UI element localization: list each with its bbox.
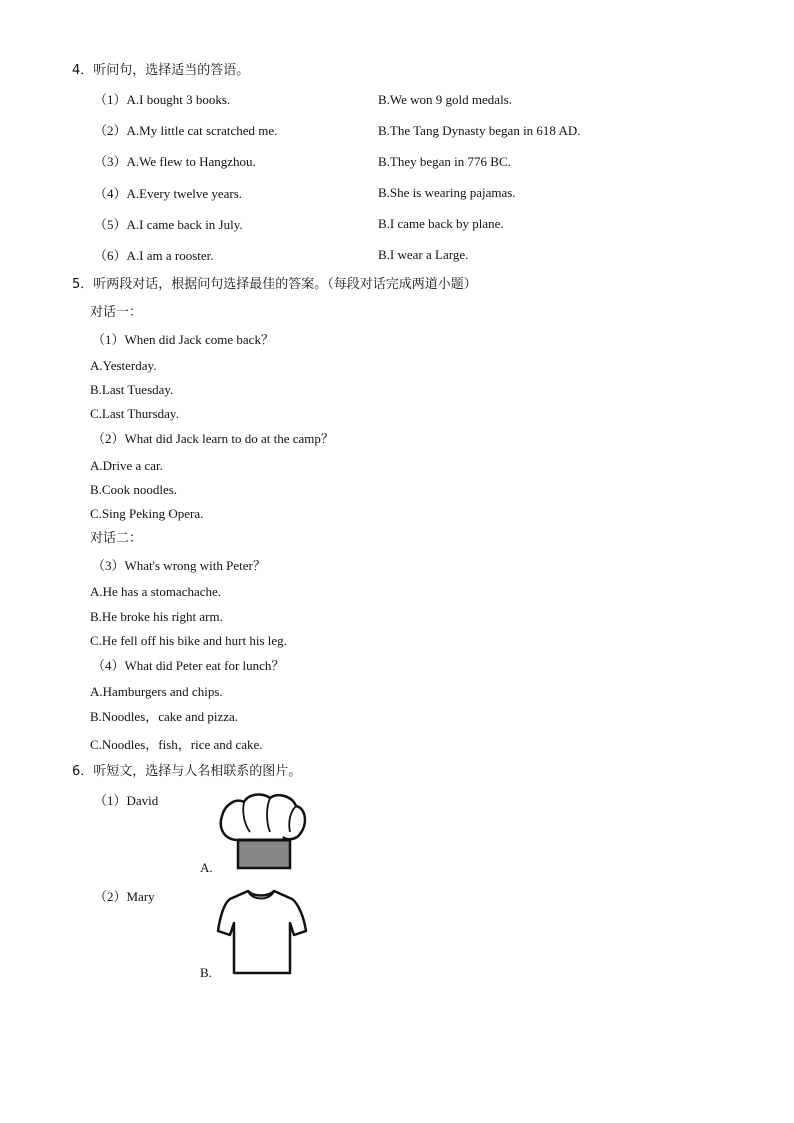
- q5-question-4: （4）What did Peter eat for lunch？: [92, 658, 285, 673]
- q5-q2-option-c[interactable]: C.Sing Peking Opera.: [90, 506, 204, 521]
- q6-option-b-label[interactable]: B.: [200, 965, 212, 980]
- item-number: （3）: [94, 154, 127, 169]
- q5-q1-option-b[interactable]: B.Last Tuesday.: [90, 382, 174, 397]
- q5-title: 5．听两段对话，根据问句选择最佳的答案。（每段对话完成两道小题）: [72, 277, 477, 292]
- item-number: （4）: [94, 186, 127, 201]
- option-a: A.I came back in July.: [126, 217, 243, 232]
- q5-q2-option-b[interactable]: B.Cook noodles.: [90, 482, 178, 497]
- q5-question-3: （3）What's wrong with Peter？: [92, 558, 266, 573]
- dialogue-1-label: 对话一：: [90, 305, 143, 320]
- q4-item-1-a[interactable]: [94, 92, 230, 108]
- q5-question-1: （1）When did Jack come back？: [92, 332, 274, 347]
- q6-item-1-label: （1）David: [94, 793, 159, 808]
- q4-item-6-a[interactable]: [94, 248, 214, 264]
- item-number: （1）: [94, 92, 127, 107]
- q5-q4-option-c[interactable]: C.Noodles，fish，rice and cake.: [90, 737, 263, 752]
- option-a: A.We flew to Hangzhou.: [126, 154, 256, 169]
- q4-item-1-b[interactable]: B.We won 9 gold medals.: [378, 92, 512, 107]
- q4-item-2-b[interactable]: B.The Tang Dynasty began in 618 AD.: [378, 123, 581, 138]
- q4-item-4-a[interactable]: [94, 186, 242, 202]
- option-a: A.My little cat scratched me.: [126, 123, 278, 138]
- q5-q3-option-c[interactable]: C.He fell off his bike and hurt his leg.: [90, 633, 287, 648]
- item-number: （6）: [94, 248, 127, 263]
- q4-item-3-a[interactable]: [94, 154, 256, 170]
- item-number: （5）: [94, 217, 127, 232]
- q5-q2-option-a[interactable]: A.Drive a car.: [90, 458, 163, 473]
- q6-item-2-label: （2）Mary: [94, 889, 155, 904]
- q5-q3-option-a[interactable]: A.He has a stomachache.: [90, 584, 222, 599]
- q4-item-5-a[interactable]: [94, 217, 243, 233]
- q4-item-5-b[interactable]: B.I came back by plane.: [378, 216, 504, 231]
- q4-title: 4．听问句，选择适当的答语。: [72, 63, 250, 78]
- dialogue-2-label: 对话二：: [90, 531, 143, 546]
- t-shirt-icon[interactable]: [214, 887, 308, 977]
- q4-item-3-b[interactable]: B.They began in 776 BC.: [378, 154, 511, 169]
- q6-title: 6．听短文，选择与人名相联系的图片。: [72, 764, 302, 779]
- q5-question-2: （2）What did Jack learn to do at the camp？: [92, 431, 334, 446]
- option-a: A.I am a rooster.: [126, 248, 214, 263]
- q5-q1-option-c[interactable]: C.Last Thursday.: [90, 406, 179, 421]
- q4-item-2-a[interactable]: [94, 123, 277, 139]
- q4-item-4-b[interactable]: B.She is wearing pajamas.: [378, 185, 516, 200]
- q5-q1-option-a[interactable]: A.Yesterday.: [90, 358, 157, 373]
- item-number: （2）: [94, 123, 127, 138]
- q4-item-6-b[interactable]: B.I wear a Large.: [378, 247, 469, 262]
- q5-q4-option-a[interactable]: A.Hamburgers and chips.: [90, 684, 223, 699]
- chef-hat-icon[interactable]: [214, 792, 308, 872]
- q6-option-a-label[interactable]: A.: [200, 860, 213, 875]
- option-a: A.I bought 3 books.: [126, 92, 231, 107]
- q5-q3-option-b[interactable]: B.He broke his right arm.: [90, 609, 223, 624]
- option-a: A.Every twelve years.: [126, 186, 243, 201]
- q5-q4-option-b[interactable]: B.Noodles，cake and pizza.: [90, 709, 239, 724]
